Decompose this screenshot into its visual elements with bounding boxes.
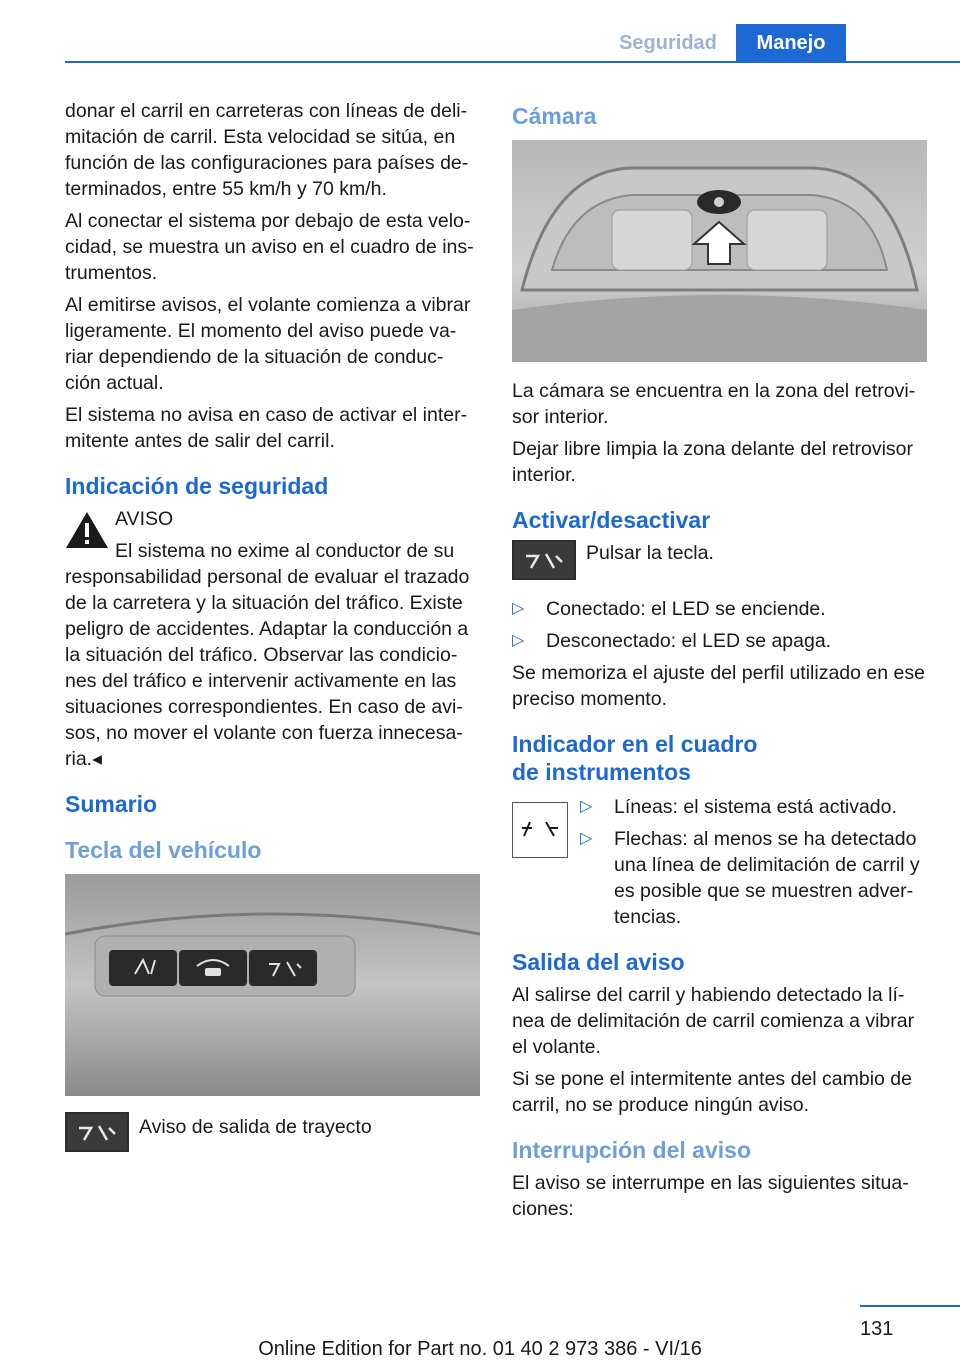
warning-box <box>65 506 480 772</box>
list-item: ▷ Líneas: el sistema está activado. <box>580 794 927 820</box>
paragraph: donar el carril en carreteras con líneas de deli‐ mitación de carril. Esta velocidad se sitúa, en función de las configuraciones para países de‐ terminados, entre 55 km/h y 70 km/h. <box>65 100 469 200</box>
safety-heading: Indicación de seguridad <box>65 473 329 499</box>
page-number: 131 <box>860 1318 894 1340</box>
camera-windshield-photo <box>512 140 927 362</box>
warning-body: responsabilidad personal de evaluar el trazado de la carretera y la situación del tráfico. Existe peligro de accidentes. Adaptar la conducción a la situación del tráfico. Observar las condicio‐ nes del tráfico e intervenir activamente en las situaciones correspondientes. En caso de avi‐ sos, no mover el volante con fuerza innecesa‐ ria.◂ <box>65 566 470 770</box>
indicator-heading <box>512 730 927 786</box>
list-item: ▷ Conectado: el LED se enciende. <box>512 596 927 622</box>
indicator-block <box>512 794 927 930</box>
paragraph: Al salirse del carril y habiendo detectado la lí‐ nea de delimitación de carril comienza a vibrar el volante. <box>512 984 915 1058</box>
header-tab-seguridad[interactable]: Seguridad <box>600 24 736 62</box>
paragraph: El sistema no avisa en caso de activar el inter‐ mitente antes de salir del carril. <box>65 404 468 452</box>
left-column <box>65 98 480 1168</box>
indicator-heading-line2: de instrumentos <box>512 759 691 785</box>
warning-line: El sistema no exime al conductor de su <box>115 540 455 562</box>
right-column <box>512 98 927 1228</box>
interrupt-heading: Interrupción del aviso <box>512 1137 751 1163</box>
paragraph: Si se pone el intermitente antes del cambio de carril, no se produce ningún aviso. <box>512 1068 912 1116</box>
output-heading: Salida del aviso <box>512 949 685 975</box>
footer-rule <box>860 1305 960 1307</box>
warning-triangle-icon <box>65 510 109 550</box>
vehicle-key-heading: Tecla del vehículo <box>65 837 262 863</box>
key-caption: Aviso de salida de trayecto <box>139 1116 372 1138</box>
led-status-list <box>512 596 927 654</box>
summary-heading: Sumario <box>65 791 158 817</box>
list-item: ▷ Desconectado: el LED se apaga. <box>512 628 927 654</box>
lane-departure-key-icon <box>512 540 576 580</box>
paragraph: La cámara se encuentra en la zona del retrovi‐ sor interior. <box>512 380 916 428</box>
lane-indicator-icon <box>512 802 568 858</box>
paragraph: Se memoriza el ajuste del perfil utilizado en ese preciso momento. <box>512 662 925 710</box>
activate-heading: Activar/desactivar <box>512 507 711 533</box>
warning-title: AVISO <box>115 508 174 530</box>
key-caption-row <box>65 1112 480 1156</box>
press-key-row <box>512 540 927 584</box>
camera-heading: Cámara <box>512 103 597 129</box>
paragraph: Al conectar el sistema por debajo de esta velo‐ cidad, se muestra un aviso en el cuadro de ins‐ trumentos. <box>65 210 474 284</box>
vehicle-buttons-photo <box>65 874 480 1096</box>
paragraph: Dejar libre limpia la zona delante del retrovisor interior. <box>512 438 914 486</box>
list-item: ▷ Flechas: al menos se ha detectado una línea de delimitación de carril y es posible que se muestren adver‐ tencias. <box>580 826 927 930</box>
press-key-text: Pulsar la tecla. <box>586 542 714 564</box>
indicator-list <box>580 794 927 930</box>
paragraph: El aviso se interrumpe en las siguientes situa‐ ciones: <box>512 1172 909 1220</box>
paragraph: Al emitirse avisos, el volante comienza a vibrar ligeramente. El momento del aviso puede va‐ riar dependiendo de la situación de conduc‐ ción actual. <box>65 294 471 394</box>
header-tab-manejo[interactable]: Manejo <box>736 24 846 62</box>
indicator-heading-line1: Indicador en el cuadro <box>512 731 758 757</box>
edition-footer: Online Edition for Part no. 01 40 2 973 386 - VI/16 <box>258 1338 702 1360</box>
header-rule <box>65 61 960 63</box>
lane-departure-key-icon <box>65 1112 129 1152</box>
